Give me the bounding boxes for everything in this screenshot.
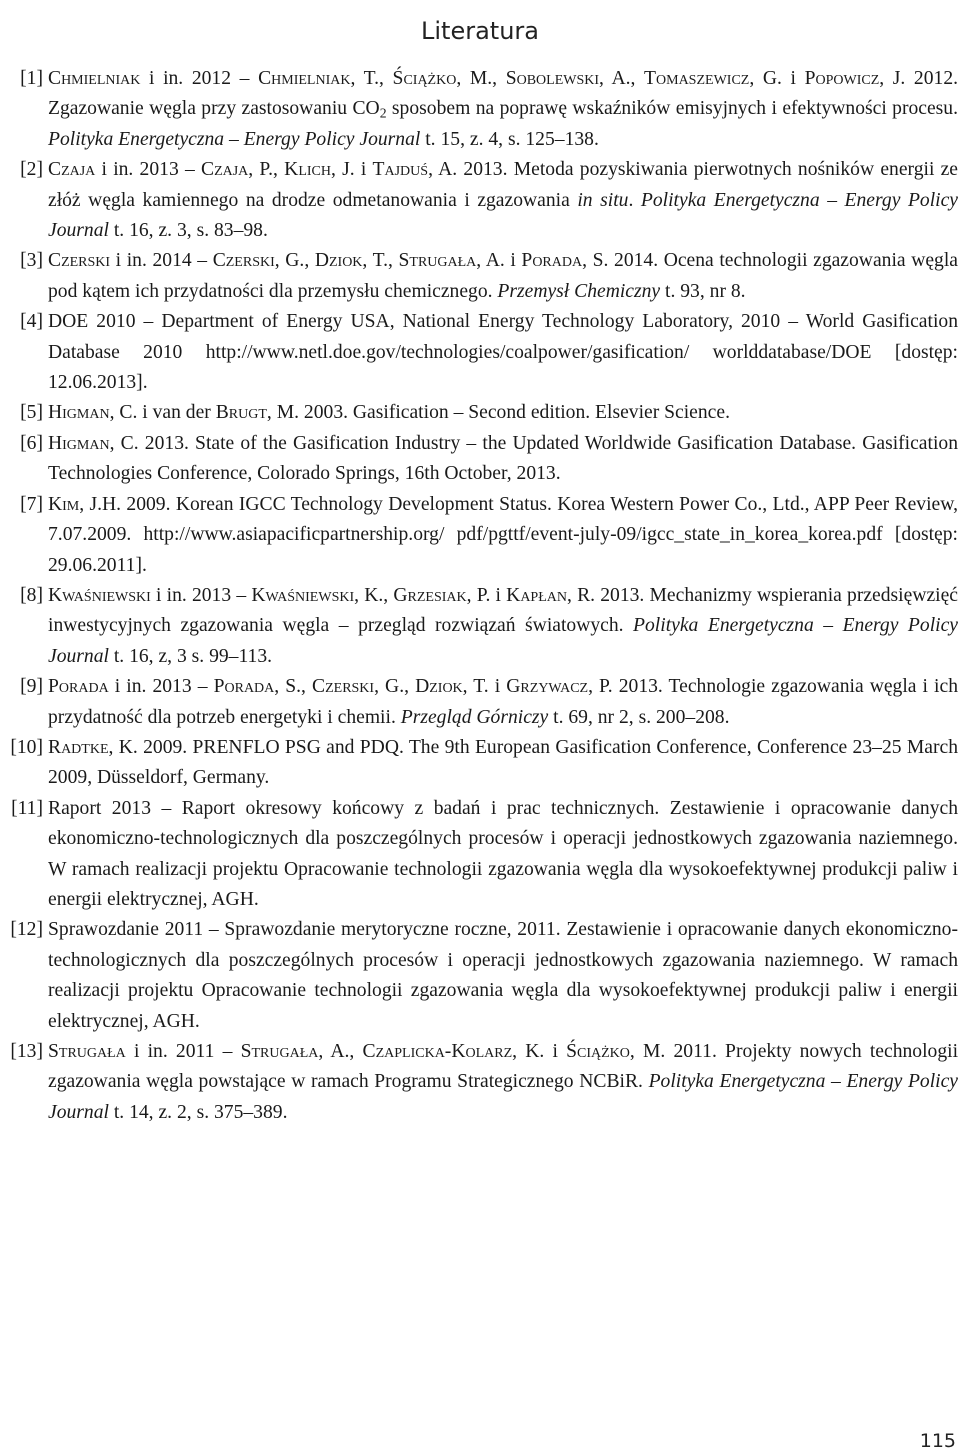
reference-fragment: , J.H. 2009. Korean IGCC Technology Development Status. Korea Western Power Co., Ltd., APP Peer Review, 7.07.2009. http://www.asiapacificpartnership.org/ pdf/pgttf/event-july-09/igcc_state_in_korea_korea.pdf [dostęp: 29.06.2011]. <box>48 493 958 576</box>
reference-fragment: t. 15, z. 4, s. 125–138. <box>420 128 599 150</box>
reference-fragment: i in. 2013 – <box>150 584 252 606</box>
author-name: Kwaśniewski <box>48 584 151 606</box>
reference-item <box>0 64 958 155</box>
reference-number: [3] <box>20 250 43 272</box>
reference-text <box>48 672 958 733</box>
author-name: Radtke <box>48 736 109 758</box>
reference-fragment: , C. 2013. State of the Gasification Industry – the Updated Worldwide Gasification Database. Gasification Technologies Conference, Colorado Springs, 16th October, 2013. <box>48 432 958 485</box>
author-name: Strugała <box>240 1041 319 1062</box>
author-name: Sobolewski <box>505 68 600 89</box>
reference-fragment: , M. 2003. Gasification – Second edition. Elsevier Science. <box>266 402 730 424</box>
reference-fragment: , J. i <box>330 159 373 181</box>
reference-number: [8] <box>20 584 43 606</box>
journal-title: in situ <box>577 189 629 211</box>
reference-item <box>0 733 958 794</box>
reference-text <box>48 794 958 916</box>
author-name: Czaplicka-Kolarz <box>362 1041 513 1062</box>
reference-number: [10] <box>10 736 43 758</box>
author-name: Klich <box>284 159 331 181</box>
author-name: Grzesiak <box>393 584 467 606</box>
author-name: Higman <box>48 402 110 424</box>
reference-text <box>48 490 958 581</box>
author-name: Porada <box>48 676 109 698</box>
reference-fragment: , G. i <box>749 68 805 89</box>
author-name: Grzywacz <box>506 676 589 698</box>
reference-item <box>0 915 958 1037</box>
reference-number: [1] <box>20 68 43 89</box>
reference-number: [9] <box>20 676 43 698</box>
reference-fragment: , G., <box>274 250 315 272</box>
author-name: Dziok <box>415 676 463 698</box>
journal-title: Polityka Energetyczna – Energy Policy Journal <box>48 615 958 667</box>
reference-item <box>0 246 958 307</box>
journal-title: Polityka Energetyczna – Energy Policy Journal <box>48 189 958 242</box>
reference-item <box>0 429 958 490</box>
reference-fragment: , R. 2013. Mechanizmy wspierania przedsięwzięć inwestycyjnych zgazowania węgla – przegląd rozwiązań światowych. <box>48 584 959 637</box>
reference-text <box>48 733 958 794</box>
reference-number: [13] <box>10 1041 43 1062</box>
author-name: Porada <box>521 250 583 272</box>
reference-fragment: t. 69, nr 2, s. 200–208. <box>548 706 730 728</box>
reference-fragment: . <box>628 189 641 211</box>
author-name: Brugt <box>215 402 267 424</box>
reference-text <box>48 1037 958 1128</box>
reference-text <box>48 307 958 398</box>
reference-fragment: i in. 2013 – <box>95 159 201 181</box>
reference-text <box>48 155 958 246</box>
reference-fragment: , T., <box>362 250 399 272</box>
reference-text <box>48 398 958 428</box>
journal-title: Przemysł Chemiczny <box>497 280 661 302</box>
reference-fragment: , A., <box>599 68 645 89</box>
author-name: Czaja <box>48 159 96 181</box>
reference-fragment: , K. 2009. PRENFLO PSG and PDQ. The 9th European Gasification Conference, Conference 23–25 March 2009, Düsseldorf, Germany. <box>48 736 958 789</box>
reference-fragment: t. 93, nr 8. <box>660 280 746 302</box>
reference-fragment: , T. i <box>462 676 507 698</box>
author-name: Tomaszewicz <box>644 68 750 89</box>
reference-fragment: Raport 2013 – Raport okresowy końcowy z badań i prac technicznych. Zestawienie i opracowanie danych ekonomiczno-technologicznych dla poszczególnych procesów i operacji jednostkowych zgazowania naziemnego. W ramach realizacji projektu Opracowanie technologii zgazowania węgla dla wysokoefektywnej produkcji paliw i energii elektrycznej, AGH. <box>48 797 958 910</box>
author-name: Ściążko <box>392 68 457 89</box>
reference-fragment: i in. 2014 – <box>110 250 213 272</box>
reference-number: [4] <box>20 311 43 333</box>
author-name: Kwaśniewski <box>251 584 355 606</box>
page-number: 115 <box>919 1430 956 1452</box>
journal-title: Polityka Energetyczna – Energy Policy Journal <box>48 1071 958 1123</box>
reference-fragment: DOE 2010 – Department of Energy USA, National Energy Technology Laboratory, 2010 – World Gasification Database 2010 http://www.netl.doe.gov/technologies/coalpower/gasification/ worlddatabase/DOE [dostęp: 12.06.2013]. <box>48 311 958 394</box>
author-name: Tajduś <box>372 159 429 181</box>
reference-number: [6] <box>20 432 43 454</box>
reference-fragment: , A., <box>318 1041 363 1062</box>
author-name: Czaja <box>201 159 249 181</box>
reference-fragment: , M., <box>456 68 506 89</box>
reference-item <box>0 155 958 246</box>
reference-fragment: , J. 2012. Zgazowanie węgla przy zastosowaniu CO <box>48 68 959 120</box>
reference-text <box>48 429 958 490</box>
reference-fragment: , P. i <box>466 584 507 606</box>
author-name: Kapłan <box>506 584 567 606</box>
author-name: Chmielniak <box>258 68 351 89</box>
author-name: Ściążko <box>566 1041 630 1062</box>
reference-fragment: , P. 2013. Technologie zgazowania węgla i ich przydatność dla potrzeb energetyki i chemii. <box>48 676 958 728</box>
reference-item <box>0 307 958 398</box>
reference-item <box>0 490 958 581</box>
author-name: Porada <box>213 676 275 698</box>
reference-item <box>0 581 958 672</box>
reference-number: [12] <box>10 919 43 941</box>
reference-fragment: , G., <box>374 676 416 698</box>
reference-fragment: , K. i <box>512 1041 567 1062</box>
reference-number: [5] <box>20 402 43 424</box>
author-name: Strugała <box>398 250 477 272</box>
reference-item <box>0 1037 958 1128</box>
reference-fragment: , P., <box>248 159 285 181</box>
reference-text <box>48 915 958 1037</box>
author-name: Popowicz <box>804 68 880 89</box>
reference-fragment: i in. 2013 – <box>108 676 214 698</box>
reference-fragment: t. 14, z. 2, s. 375–389. <box>108 1101 288 1123</box>
reference-fragment: , A. 2013. Metoda pozyskiwania pierwotnych nośników energii ze złóż węgla kamiennego na drodze odmetanowania i zgazowania <box>48 159 959 211</box>
journal-title: Polityka Energetyczna – Energy Policy Journal <box>48 128 421 150</box>
author-name: Czerski <box>48 250 111 272</box>
page-title: Literatura <box>421 17 539 46</box>
author-name: Czerski <box>312 676 375 698</box>
journal-title: Przegląd Górniczy <box>400 706 549 728</box>
reference-fragment: , M. 2011. Projekty nowych technologii zgazowania węgla powstające w ramach Programu Strategicznego NCBiR. <box>48 1041 959 1093</box>
reference-number: [2] <box>20 159 43 181</box>
reference-item <box>0 672 958 733</box>
reference-number: [7] <box>20 493 43 515</box>
author-name: Kim <box>48 493 80 515</box>
reference-item <box>0 794 958 916</box>
reference-item <box>0 398 958 428</box>
reference-number: [11] <box>11 797 43 819</box>
reference-fragment: , T., <box>350 68 393 89</box>
reference-fragment: 2 <box>379 105 387 121</box>
author-name: Chmielniak <box>48 68 141 89</box>
reference-fragment: i in. 2011 – <box>125 1041 241 1062</box>
reference-fragment: t. 16, z. 3, s. 83–98. <box>108 220 268 242</box>
author-name: Czerski <box>212 250 275 272</box>
reference-fragment: , S. 2014. Ocena technologii zgazowania węgla pod kątem ich przydatności dla przemysłu chemicznego. <box>48 250 958 302</box>
reference-fragment: i in. 2012 – <box>140 68 259 89</box>
author-name: Dziok <box>314 250 363 272</box>
reference-text <box>48 581 958 672</box>
author-name: Strugała <box>48 1041 126 1062</box>
reference-text <box>48 246 958 307</box>
reference-fragment: sposobem na poprawę wskaźników emisyjnych i efektywności procesu. <box>386 98 959 120</box>
reference-fragment: Sprawozdanie 2011 – Sprawozdanie merytoryczne roczne, 2011. Zestawienie i opracowanie danych ekonomiczno-technologicznych dla poszczególnych procesów i operacji jednostkowych zgazowania naziemnego. W ramach realizacji projektu Opracowanie technologii zgazowania węgla dla wysokoefektywnej produkcji paliw i energii elektrycznej, AGH. <box>48 919 958 1032</box>
reference-list <box>0 64 958 1128</box>
reference-fragment: , C. i van der <box>109 402 216 424</box>
author-name: Higman <box>48 432 110 454</box>
reference-fragment: , K., <box>354 584 394 606</box>
reference-text <box>48 64 958 155</box>
reference-fragment: , S., <box>274 676 313 698</box>
reference-fragment: , A. i <box>476 250 522 272</box>
reference-fragment: t. 16, z, 3 s. 99–113. <box>108 645 273 667</box>
